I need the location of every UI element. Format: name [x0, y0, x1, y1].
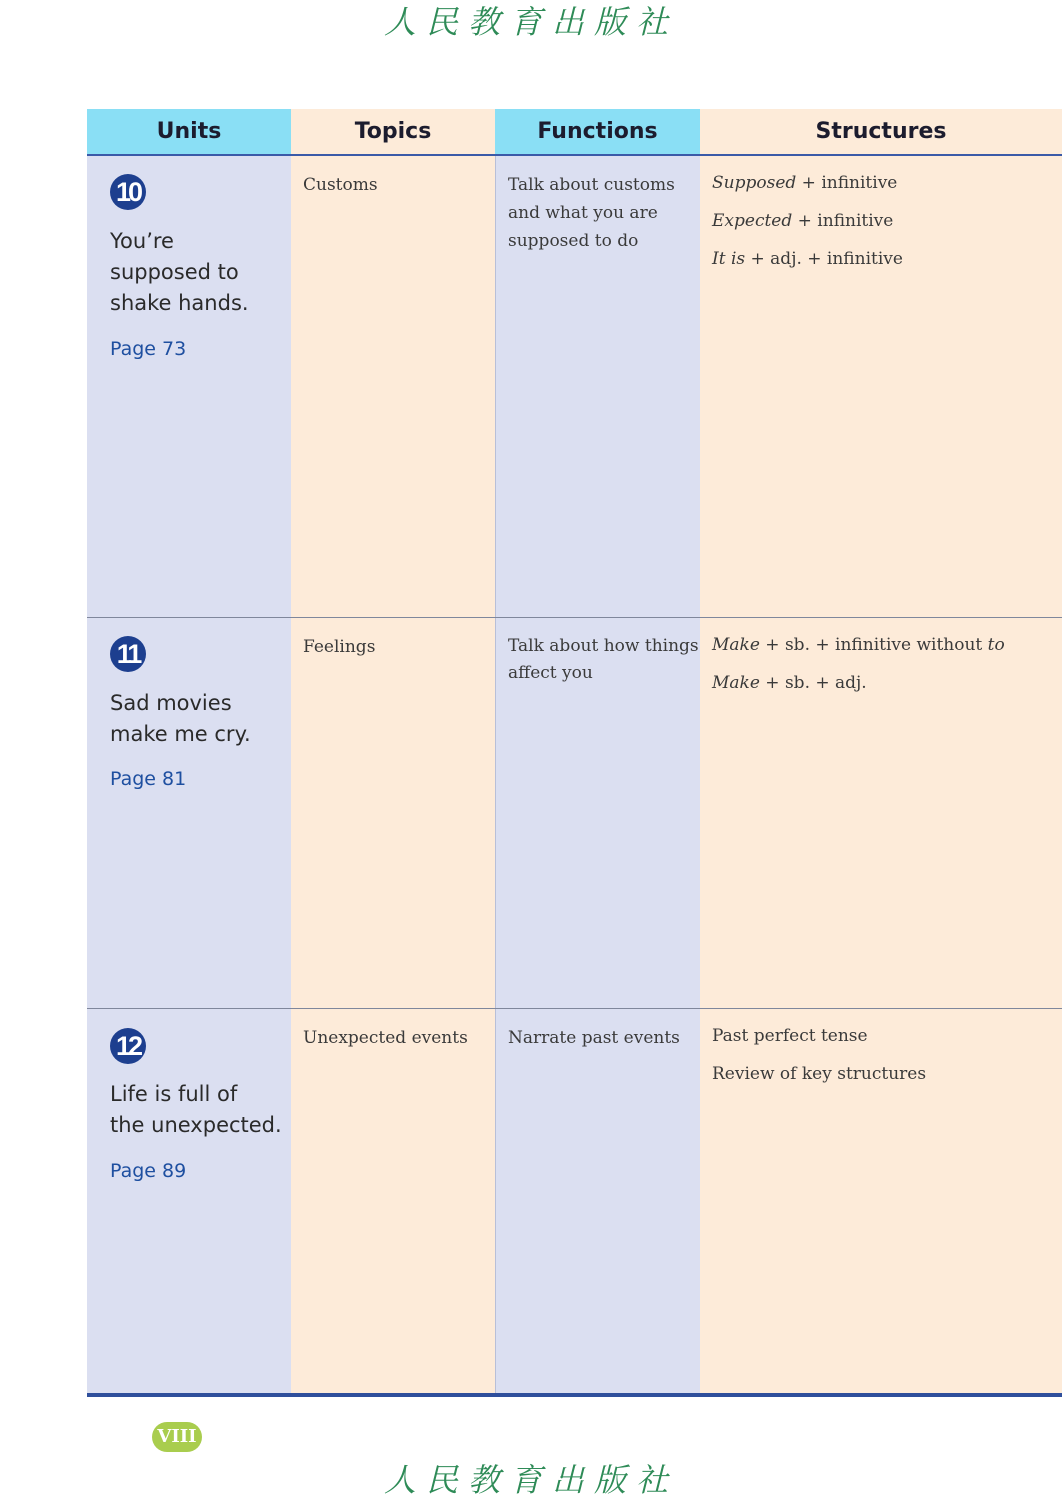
header-divider — [87, 154, 1062, 156]
publisher-watermark-top: 人民教育出版社 — [383, 3, 678, 41]
header-units: Units — [87, 109, 291, 155]
unit-title — [110, 688, 290, 750]
unit-title — [110, 226, 290, 319]
structure-italic: It is — [712, 249, 746, 269]
unit-title-line: shake hands. — [110, 291, 249, 315]
function-line: Talk about customs — [508, 175, 675, 195]
unit-number-badge: 11 — [110, 636, 146, 672]
unit-page-link[interactable]: Page 89 — [110, 1160, 187, 1182]
unit-number-badge: 12 — [110, 1028, 146, 1064]
structure-italic: Expected — [712, 211, 793, 231]
header-functions: Functions — [495, 109, 700, 155]
structure-italic: Supposed — [712, 173, 797, 193]
topic-cell: Customs — [303, 175, 378, 195]
structure-text: Review of key structures — [712, 1064, 927, 1084]
row-divider — [87, 617, 1062, 618]
publisher-watermark-bottom: 人民教育出版社 — [383, 1461, 678, 1499]
unit-title-line: Sad movies — [110, 691, 232, 715]
unit-title-line: supposed to — [110, 260, 239, 284]
topic-cell: Feelings — [303, 637, 376, 657]
function-cell — [508, 1024, 680, 1052]
row-divider — [87, 1008, 1062, 1009]
structure-italic: Make — [712, 635, 760, 655]
structure-italic: Make — [712, 673, 760, 693]
page-number-badge: VIII — [152, 1422, 202, 1452]
structure-item — [712, 673, 867, 693]
structure-text: + infinitive — [792, 211, 894, 231]
structure-item — [712, 1026, 868, 1046]
structure-italic: to — [987, 635, 1005, 655]
function-line: and what you are — [508, 203, 658, 223]
structure-item — [712, 635, 1005, 655]
table-bottom-rule — [87, 1393, 1062, 1397]
structure-text: Past perfect tense — [712, 1026, 868, 1046]
function-line: supposed to do — [508, 231, 639, 251]
function-line: affect you — [508, 663, 593, 683]
structure-text: + sb. + adj. — [759, 673, 867, 693]
function-line: Narrate past events — [508, 1028, 680, 1048]
function-line: Talk about how things — [508, 636, 699, 656]
header-structures: Structures — [700, 109, 1062, 155]
topic-cell: Unexpected events — [303, 1028, 468, 1048]
unit-title-line: the unexpected. — [110, 1113, 282, 1137]
topics-column-background — [291, 155, 495, 1394]
structure-text: + adj. + infinitive — [745, 249, 903, 269]
unit-title-line: make me cry. — [110, 722, 251, 746]
structure-item — [712, 1064, 926, 1084]
unit-page-link[interactable]: Page 73 — [110, 338, 187, 360]
function-cell — [508, 171, 675, 255]
unit-number-badge: 10 — [110, 174, 146, 210]
function-cell — [508, 633, 699, 687]
unit-title — [110, 1079, 290, 1141]
structure-item — [712, 249, 903, 269]
structure-text: + infinitive — [796, 173, 898, 193]
unit-title-line: You’re — [110, 229, 174, 253]
structure-text: + sb. + infinitive without — [759, 635, 988, 655]
unit-title-line: Life is full of — [110, 1082, 238, 1106]
structure-item — [712, 211, 893, 231]
unit-page-link[interactable]: Page 81 — [110, 768, 187, 790]
structure-item — [712, 173, 897, 193]
structures-column-background — [700, 155, 1062, 1394]
header-topics: Topics — [291, 109, 495, 155]
functions-column-background — [495, 155, 700, 1394]
